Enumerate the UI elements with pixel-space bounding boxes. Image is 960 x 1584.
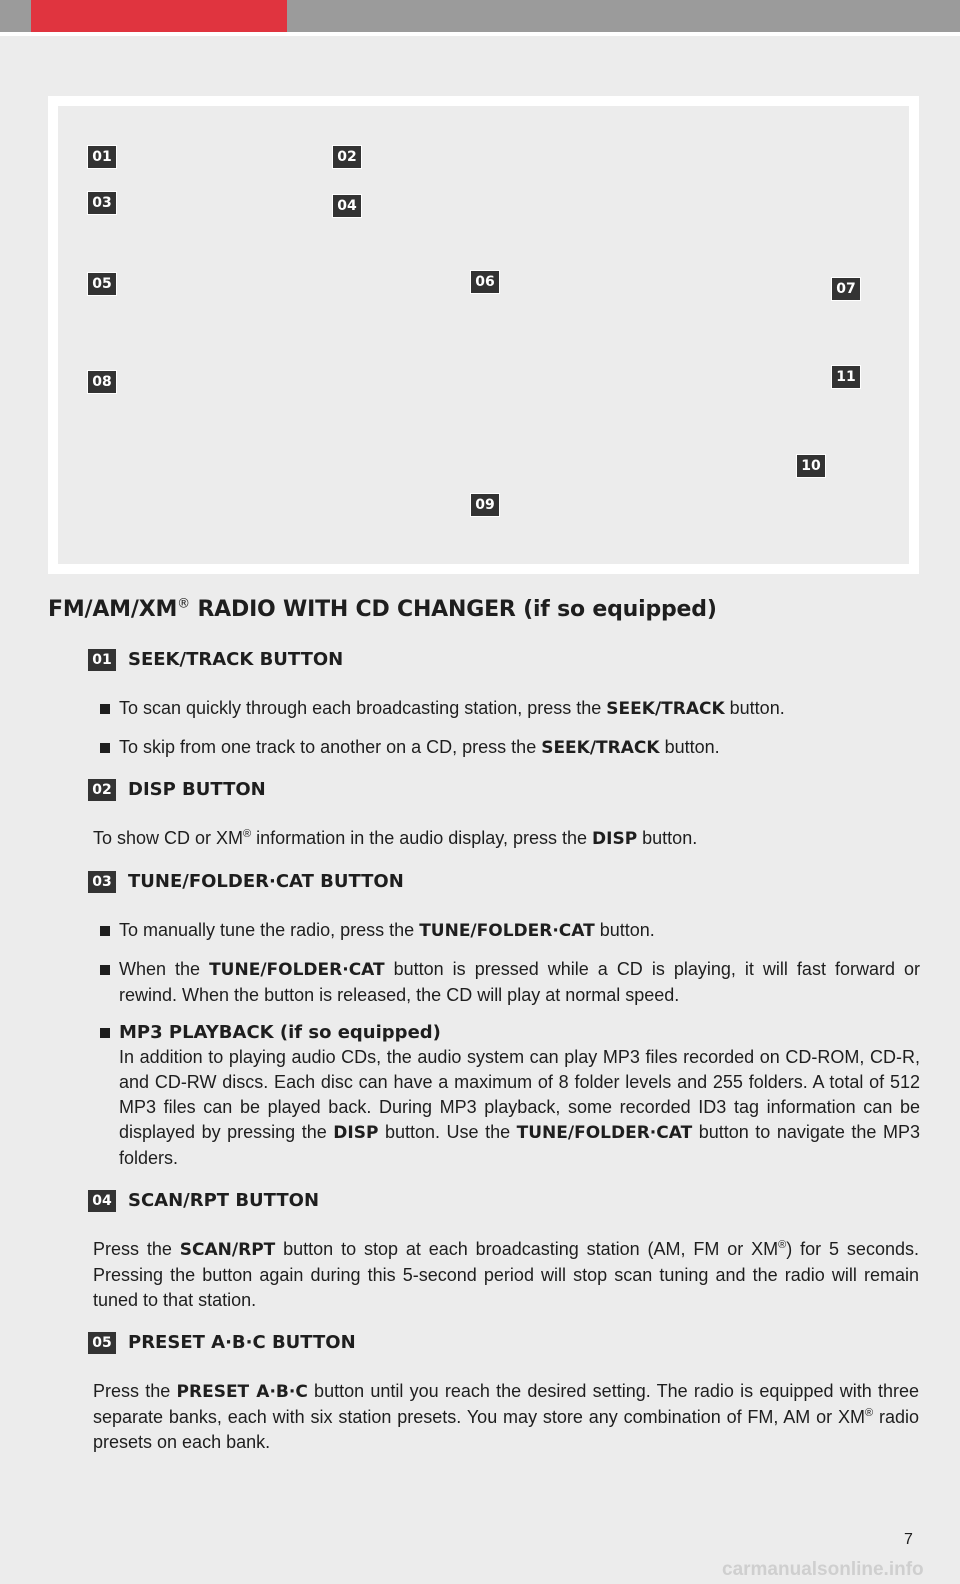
radio-diagram (48, 96, 919, 574)
callout-07: 07 (832, 278, 860, 300)
callout-02: 02 (333, 146, 361, 168)
callout-09: 09 (471, 494, 499, 516)
page-title: FM/AM/XM® RADIO WITH CD CHANGER (if so equipped) (48, 596, 717, 622)
section-paragraph-scan-rpt: Press the SCAN/RPT button to stop at each broadcasting station (AM, FM or XM®) for 5 seconds. Pressing the button again during this 5-second period will stop scan tuning and the radio will remain tuned to that station. (93, 1239, 919, 1310)
callout-06: 06 (471, 271, 499, 293)
callout-08: 08 (88, 371, 116, 393)
section-number-02: 02 (88, 779, 116, 801)
callout-10: 10 (797, 455, 825, 477)
section-paragraph-preset-abc: Press the PRESET A·B·C button until you reach the desired setting. The radio is equipped with three separate banks, each with six station presets. You may store any combination of FM, AM or XM® radio presets on each bank. (93, 1381, 919, 1452)
square-bullet-icon (100, 743, 110, 753)
square-bullet-icon (100, 965, 110, 975)
header-accent-bar (31, 0, 287, 32)
callout-03: 03 (88, 192, 116, 214)
section-number-01: 01 (88, 649, 116, 671)
radio-diagram-area (58, 106, 909, 564)
callout-05: 05 (88, 273, 116, 295)
callout-01: 01 (88, 146, 116, 168)
section-heading-scan-rpt: SCAN/RPT BUTTON (128, 1190, 320, 1211)
page-number: 7 (904, 1531, 913, 1548)
section-number-05: 05 (88, 1332, 116, 1354)
callout-11: 11 (832, 366, 860, 388)
section-heading-seek-track: SEEK/TRACK BUTTON (128, 649, 344, 670)
square-bullet-icon (100, 704, 110, 714)
section-number-04: 04 (88, 1190, 116, 1212)
header-divider (0, 32, 960, 36)
section-heading-disp: DISP BUTTON (128, 779, 266, 800)
section-heading-tune-folder-cat: TUNE/FOLDER·CAT BUTTON (128, 871, 404, 892)
callout-04: 04 (333, 195, 361, 217)
footer-watermark: carmanualsonline.info (722, 1559, 924, 1580)
square-bullet-icon (100, 926, 110, 936)
section-heading-preset-abc: PRESET A·B·C BUTTON (128, 1332, 356, 1353)
section-paragraph-disp: To show CD or XM® information in the audio display, press the DISP button. (93, 828, 698, 849)
square-bullet-icon (100, 1028, 110, 1038)
section-number-03: 03 (88, 871, 116, 893)
mp3-playback-heading: MP3 PLAYBACK (if so equipped) (119, 1022, 441, 1043)
